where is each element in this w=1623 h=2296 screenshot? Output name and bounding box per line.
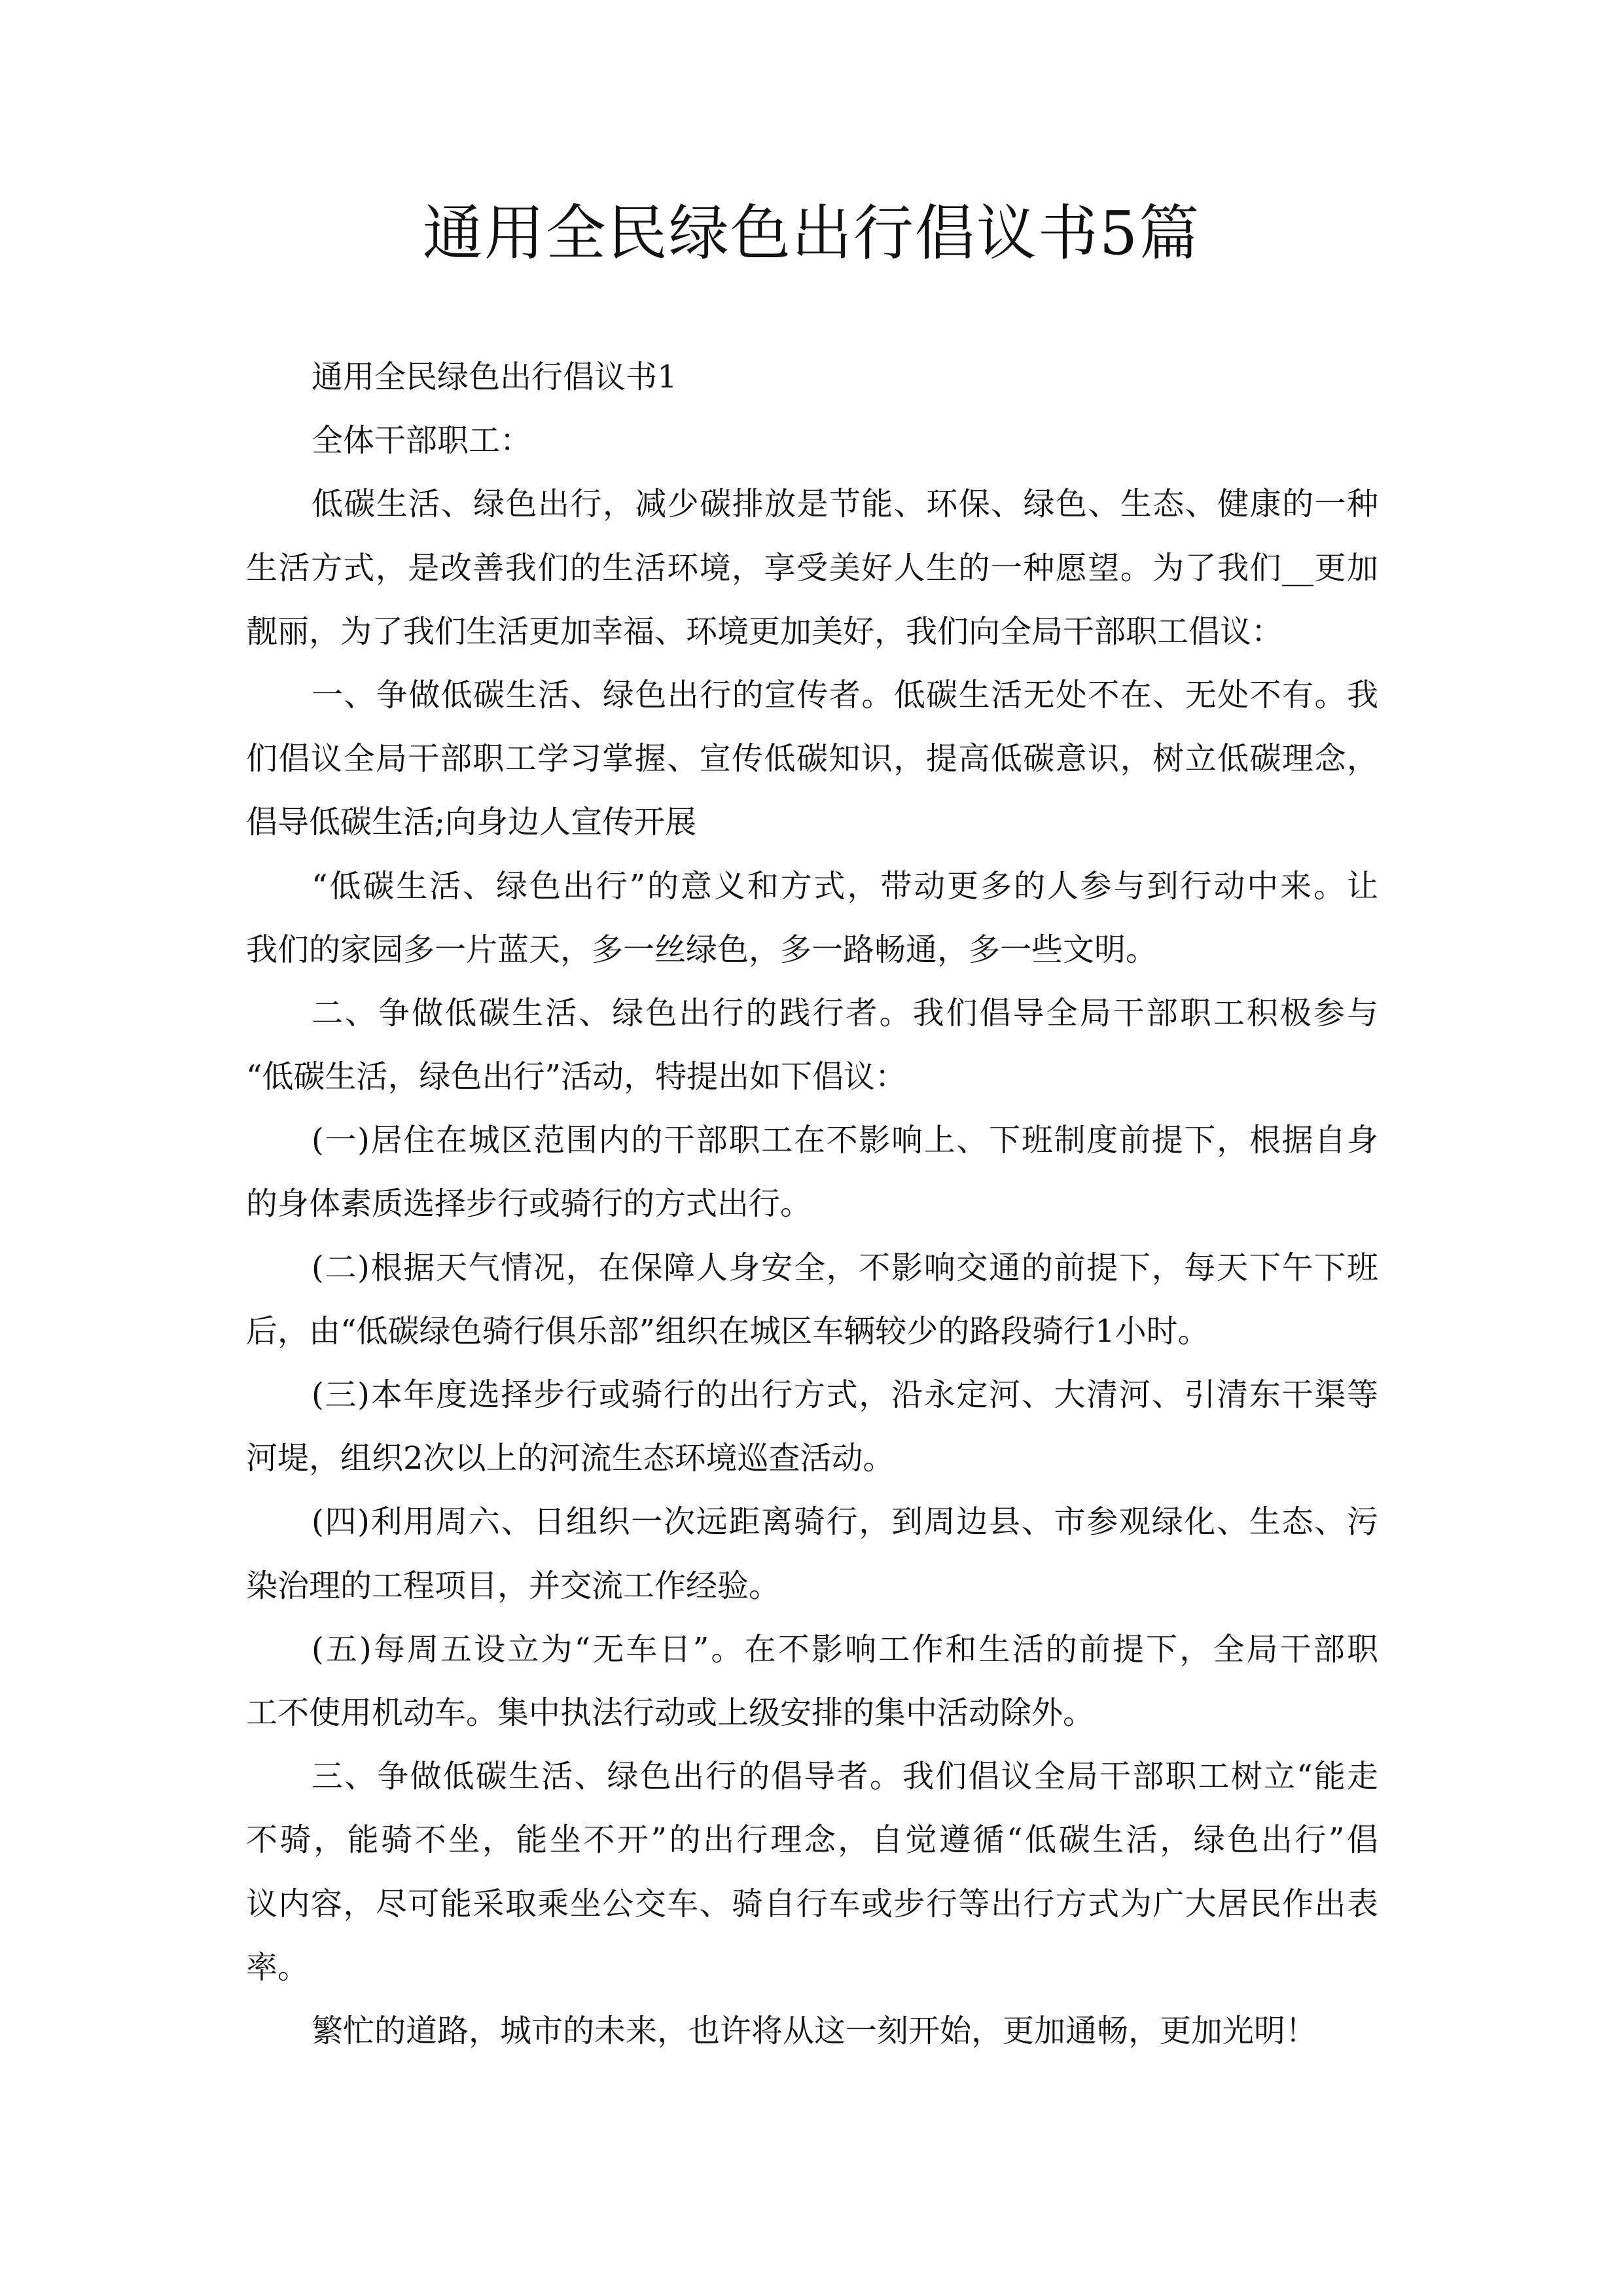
text-line: 靓丽，为了我们生活更加幸福、环境更加美好，我们向全局干部职工倡议：: [246, 613, 1283, 650]
text-line: 繁忙的道路，城市的未来，也许将从这一刻开始，更加通畅，更加光明！: [312, 2012, 1317, 2049]
paragraph: [246, 1618, 1378, 1745]
text-line: (一)居住在城区范围内的干部职工在不影响上、下班制度前提下，根据自身: [312, 1122, 1378, 1159]
text-line: 后，由“低碳绿色骑行俱乐部”组织在城区车辆较少的路段骑行1小时。: [246, 1312, 1209, 1350]
paragraph: [246, 1745, 1378, 2000]
text-line: (四)利用周六、日组织一次远距离骑行，到周边县、市参观绿化、生态、污: [312, 1503, 1378, 1541]
text-line: 的身体素质选择步行或骑行的方式出行。: [246, 1185, 812, 1223]
paragraph: [246, 1490, 1378, 1617]
text-line: 们倡议全局干部职工学习掌握、宣传低碳知识，提高低碳意识，树立低碳理念，: [246, 740, 1378, 778]
text-line: “低碳生活、绿色出行”的意义和方式，带动更多的人参与到行动中来。让: [312, 867, 1378, 905]
text-line: 二、争做低碳生活、绿色出行的践行者。我们倡导全局干部职工积极参与: [312, 994, 1378, 1031]
paragraph: [246, 2000, 1378, 2063]
text-line: (二)根据天气情况，在保障人身安全，不影响交通的前提下，每天下午下班: [312, 1249, 1378, 1286]
paragraph: [246, 664, 1378, 855]
text-line: 低碳生活、绿色出行，减少碳排放是节能、环保、绿色、生态、健康的一种: [312, 486, 1378, 523]
document-body: [246, 346, 1378, 2063]
paragraph: [246, 1236, 1378, 1363]
text-line: 一、争做低碳生活、绿色出行的宣传者。低碳生活无处不在、无处不有。我: [312, 676, 1378, 713]
text-line: 染治理的工程项目，并交流工作经验。: [246, 1567, 781, 1604]
text-line: 不骑，能骑不坐，能坐不开”的出行理念，自觉遵循“低碳生活，绿色出行”倡: [246, 1821, 1378, 1859]
text-line: 议内容，尽可能采取乘坐公交车、骑自行车或步行等出行方式为广大居民作出表: [246, 1885, 1378, 1922]
text-line: (三)本年度选择步行或骑行的出行方式，沿永定河、大清河、引清东干渠等: [312, 1376, 1378, 1413]
paragraph: [246, 1109, 1378, 1236]
paragraph: [246, 346, 1378, 409]
text-line: 生活方式，是改善我们的生活环境，享受美好人生的一种愿望。为了我们__更加: [246, 549, 1378, 586]
text-line: 我们的家园多一片蓝天，多一丝绿色，多一路畅通，多一些文明。: [246, 931, 1158, 968]
text-line: “低碳生活，绿色出行”活动，特提出如下倡议：: [246, 1058, 907, 1096]
text-line: (五)每周五设立为“无车日”。在不影响工作和生活的前提下，全局干部职: [312, 1630, 1378, 1668]
text-line: 河堤，组织2次以上的河流生态环境巡查活动。: [246, 1440, 895, 1477]
text-line: 三、争做低碳生活、绿色出行的倡导者。我们倡议全局干部职工树立“能走: [312, 1758, 1378, 1795]
paragraph: [246, 982, 1378, 1109]
paragraph: [246, 409, 1378, 473]
document-title: 通用全民绿色出行倡议书5篇: [422, 198, 1201, 268]
paragraph: [246, 473, 1378, 664]
text-line: 工不使用机动车。集中执法行动或上级安排的集中活动除外。: [246, 1694, 1095, 1731]
text-line: 率。: [246, 1948, 310, 1986]
paragraph: [246, 1363, 1378, 1490]
text-line: 通用全民绿色出行倡议书1: [312, 359, 677, 395]
text-line: 全体干部职工：: [312, 422, 532, 459]
text-line: 倡导低碳生活;向身边人宣传开展: [246, 804, 697, 841]
paragraph: [246, 855, 1378, 982]
